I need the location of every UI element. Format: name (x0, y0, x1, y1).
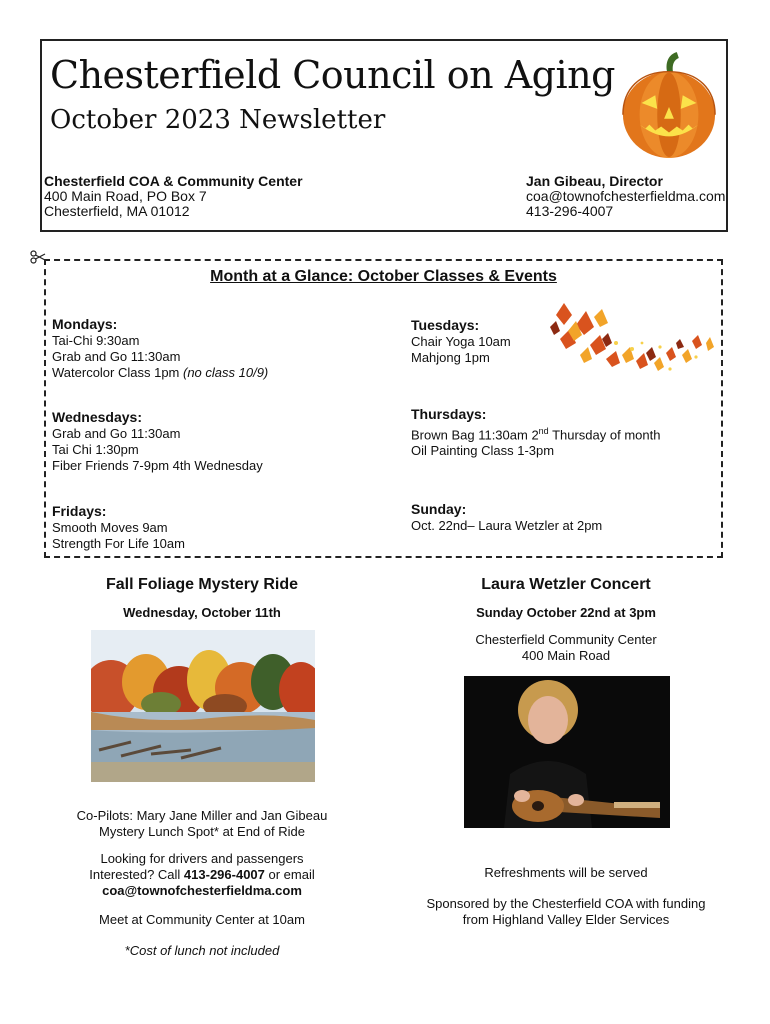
ride-signup-email-text: or email (264, 867, 315, 882)
mondays-item-3-note: (no class 10/9) (183, 365, 269, 380)
jack-o-lantern-image (620, 49, 718, 161)
wednesdays-item-1: Grab and Go 11:30am (52, 426, 181, 441)
glance-title: Month at a Glance: October Classes & Events (210, 268, 557, 285)
concert-sponsor-line2: from Highland Valley Elder Services (462, 912, 670, 927)
mondays-item-3-main: Watercolor Class 1pm (52, 365, 183, 380)
director-email[interactable]: coa@townofchesterfieldma.com (526, 188, 726, 204)
fridays-item-2: Strength For Life 10am (52, 536, 185, 551)
thursdays-item-1-sup: nd (538, 426, 549, 436)
mondays-label: Mondays: (52, 316, 118, 332)
concert-refreshments: Refreshments will be served (484, 865, 648, 880)
tuesdays-schedule (411, 317, 511, 366)
ride-signup-phone: 413-296-4007 (183, 867, 265, 882)
laura-wetzler-photo (464, 676, 670, 828)
concert-venue-line2: 400 Main Road (521, 648, 611, 663)
director-name: Jan Gibeau, Director (526, 173, 663, 189)
concert-venue (416, 632, 716, 664)
mondays-item-3 (52, 365, 268, 381)
fridays-label: Fridays: (52, 503, 107, 519)
concert-sponsor (406, 896, 726, 928)
ride-copilots-line2: Mystery Lunch Spot* at End of Ride (99, 824, 305, 839)
thursdays-item-2: Oil Painting Class 1-3pm (411, 443, 555, 459)
thursdays-item-1-b: Thursday of month (548, 427, 661, 443)
concert-title: Laura Wetzler Concert (481, 576, 651, 593)
thursdays-schedule (411, 406, 660, 459)
sunday-label: Sunday: (411, 501, 467, 517)
organization-address-line2: Chesterfield, MA 01012 (44, 203, 190, 219)
autumn-leaves-image (546, 295, 716, 385)
concert-date: Sunday October 22nd at 3pm (476, 605, 656, 620)
newsletter-subtitle: October 2023 Newsletter (50, 105, 386, 135)
ride-signup-email[interactable]: coa@townofchesterfieldma.com (102, 883, 302, 898)
mondays-item-2: Grab and Go 11:30am (52, 349, 181, 364)
thursdays-label: Thursdays: (411, 406, 487, 422)
month-at-a-glance (44, 259, 723, 558)
thursdays-item-1 (411, 423, 660, 443)
fridays-item-1: Smooth Moves 9am (52, 520, 168, 535)
newsletter-header (40, 39, 728, 232)
ride-signup-line1: Looking for drivers and passengers (100, 851, 304, 866)
ride-copilots (54, 808, 350, 840)
director-contact (526, 174, 725, 219)
wednesdays-item-2: Tai Chi 1:30pm (52, 442, 139, 457)
ride-lunch-note: *Cost of lunch not included (124, 943, 280, 958)
mondays-schedule (52, 316, 268, 381)
wednesdays-item-3: Fiber Friends 7-9pm 4th Wednesday (52, 458, 263, 473)
organization-address-line1: 400 Main Road, PO Box 7 (44, 188, 207, 204)
concert-sponsor-line1: Sponsored by the Chesterfield COA with funding (426, 896, 706, 911)
ride-title: Fall Foliage Mystery Ride (105, 576, 299, 593)
concert-venue-line1: Chesterfield Community Center (475, 632, 657, 647)
ride-signup-call-text: Interested? Call (89, 867, 184, 882)
sunday-item-1: Oct. 22nd– Laura Wetzler at 2pm (411, 518, 603, 533)
tuesdays-label: Tuesdays: (411, 317, 480, 333)
mondays-item-1: Tai-Chi 9:30am (52, 333, 140, 348)
director-phone: 413-296-4007 (526, 203, 614, 219)
ride-signup-line2 (54, 867, 350, 883)
tuesdays-item-1: Chair Yoga 10am (411, 334, 511, 349)
ride-signup (54, 851, 350, 899)
sunday-schedule (411, 501, 602, 534)
ride-copilots-line1: Co-Pilots: Mary Jane Miller and Jan Gibeau (76, 808, 328, 823)
organization-name: Chesterfield COA & Community Center (44, 173, 303, 189)
ride-meet: Meet at Community Center at 10am (99, 912, 305, 927)
ride-date: Wednesday, October 11th (123, 605, 281, 620)
thursdays-item-1-a: Brown Bag 11:30am 2 (411, 427, 539, 443)
organization-contact (44, 174, 303, 219)
wednesdays-label: Wednesdays: (52, 409, 142, 425)
wednesdays-schedule (52, 409, 263, 474)
newsletter-title: Chesterfield Council on Aging (50, 53, 615, 97)
fall-foliage-river-photo (91, 630, 315, 782)
tuesdays-item-2: Mahjong 1pm (411, 350, 490, 365)
fridays-schedule (52, 503, 185, 552)
